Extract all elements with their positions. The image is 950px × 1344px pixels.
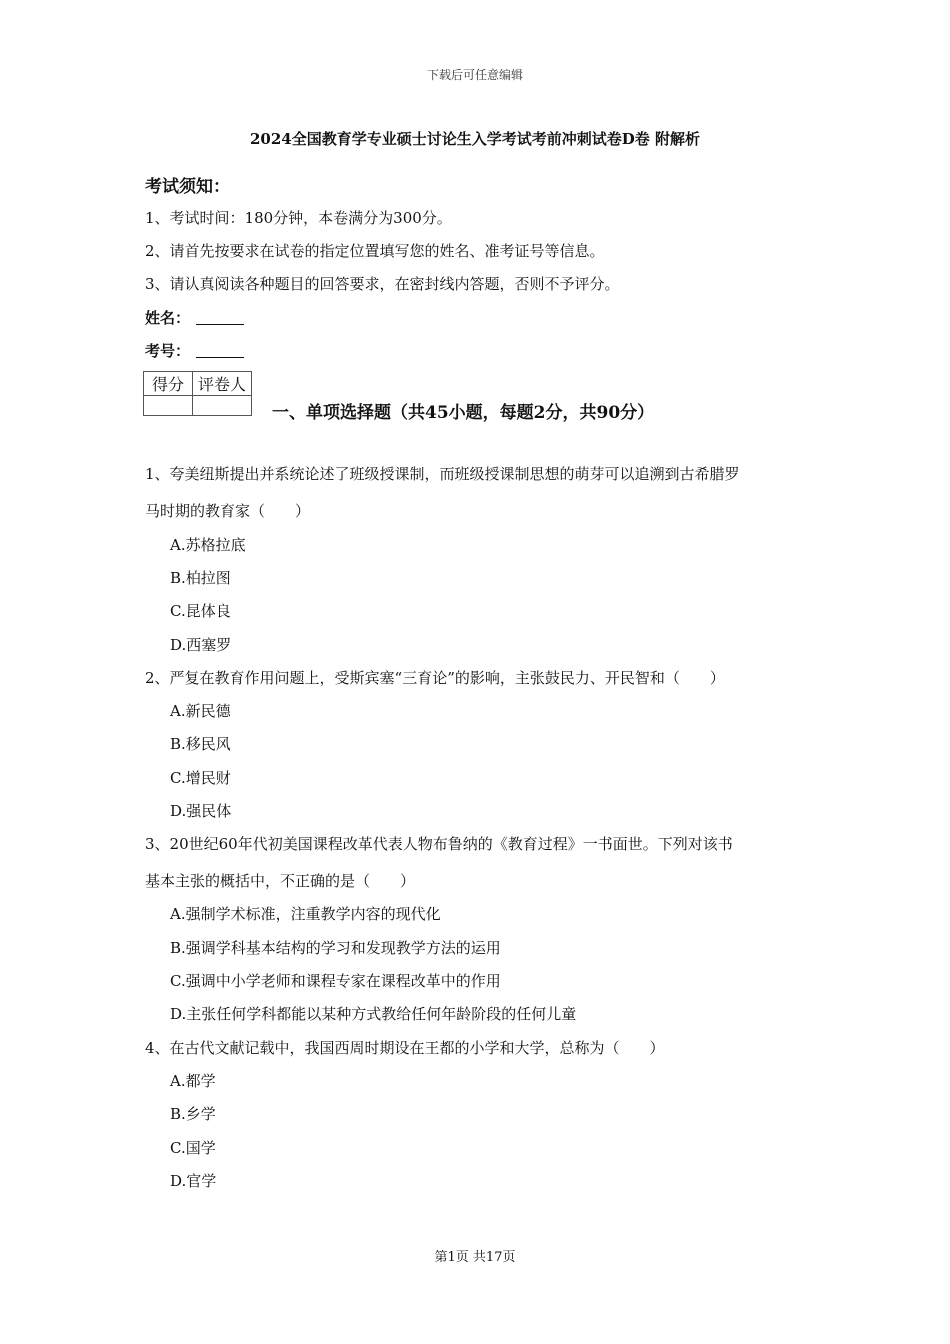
question-3-option-c[interactable]: C.强调中小学老师和课程专家在课程改革中的作用 [170,972,501,990]
question-3-option-b[interactable]: B.强调学科基本结构的学习和发现教学方法的运用 [170,939,501,957]
question-1-option-c[interactable]: C.昆体良 [170,602,231,620]
question-3-option-a[interactable]: A.强制学术标准，注重教学内容的现代化 [170,905,441,923]
id-label: 考号： [145,342,191,360]
question-2-option-c[interactable]: C.增民财 [170,769,231,787]
notice-item-2: 2、请首先按要求在试卷的指定位置填写您的姓名、准考证号等信息。 [145,242,605,260]
question-2-option-b[interactable]: B.移民风 [170,735,231,753]
score-cell[interactable] [144,396,193,416]
question-4-option-c[interactable]: C.国学 [170,1139,216,1157]
question-1-option-d[interactable]: D.西塞罗 [170,636,232,654]
question-1-line-2: 马时期的教育家（ ） [145,502,311,520]
name-blank[interactable] [196,310,244,325]
name-field [145,307,244,328]
question-2-option-a[interactable]: A.新民德 [170,702,231,720]
name-label: 姓名： [145,309,191,327]
notice-item-1: 1、考试时间：180分钟，本卷满分为300分。 [145,209,452,227]
section-title: 一、单项选择题（共45小题，每题2分，共90分） [272,403,655,423]
notice-item-3: 3、请认真阅读各种题目的回答要求，在密封线内答题，否则不予评分。 [145,275,620,293]
score-table [143,371,252,416]
id-blank[interactable] [196,343,244,358]
question-3-line-1: 3、20世纪60年代初美国课程改革代表人物布鲁纳的《教育过程》一书面世。下列对该书 [145,835,733,853]
question-4-option-d[interactable]: D.官学 [170,1172,217,1190]
question-4-line-1: 4、在古代文献记载中，我国西周时期设在王都的小学和大学，总称为（ ） [145,1039,665,1057]
question-3-option-d[interactable]: D.主张任何学科都能以某种方式教给任何年龄阶段的任何儿童 [170,1005,577,1023]
question-1-option-a[interactable]: A.苏格拉底 [170,536,246,554]
notice-heading: 考试须知： [145,177,230,197]
question-3-line-2: 基本主张的概括中，不正确的是（ ） [145,872,416,890]
document-title: 2024全国教育学专业硕士讨论生入学考试考前冲刺试卷D卷 附解析 [250,130,700,148]
question-4-option-a[interactable]: A.都学 [170,1072,216,1090]
question-2-line-1: 2、严复在教育作用问题上，受斯宾塞“三育论”的影响，主张鼓民力、开民智和（ ） [145,669,725,687]
id-field [145,340,244,361]
page-footer: 第1页 共17页 [434,1250,516,1265]
page-header: 下载后可任意编辑 [426,68,523,82]
grader-header: 评卷人 [193,372,252,396]
question-1-option-b[interactable]: B.柏拉图 [170,569,231,587]
question-2-option-d[interactable]: D.强民体 [170,802,232,820]
grader-cell[interactable] [193,396,252,416]
question-1-line-1: 1、夸美纽斯提出并系统论述了班级授课制，而班级授课制思想的萌芽可以追溯到古希腊罗 [145,465,740,483]
score-header: 得分 [144,372,193,396]
question-4-option-b[interactable]: B.乡学 [170,1105,216,1123]
